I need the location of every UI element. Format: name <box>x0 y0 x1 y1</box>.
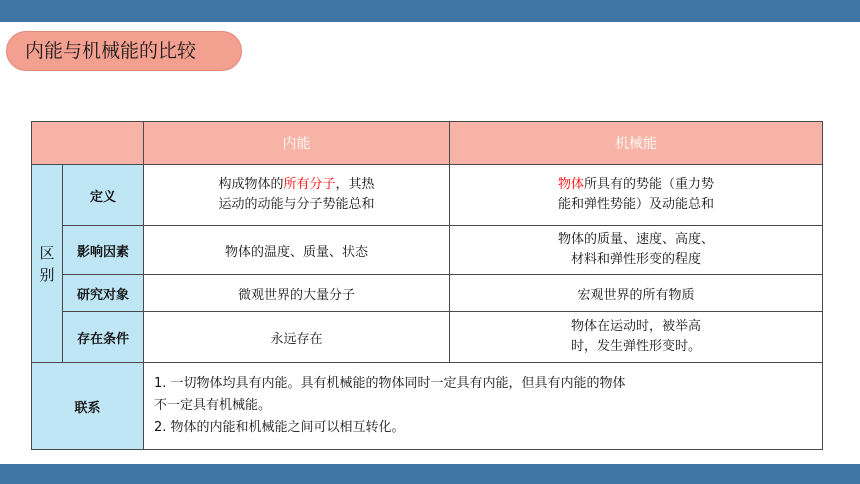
row-label-influence: 影响因素 <box>63 226 144 275</box>
cell-relation <box>144 363 823 450</box>
mechanical-def-post: 所具有的势能（重力势 <box>584 177 715 192</box>
cell-mechanical-definition <box>450 165 823 226</box>
row-label-research-object: 研究对象 <box>63 275 144 312</box>
row-label-condition: 存在条件 <box>63 312 144 363</box>
table-row-definition <box>32 165 823 226</box>
bottom-bar <box>0 464 860 484</box>
group-label-difference <box>32 165 63 363</box>
header-internal-energy: 内能 <box>144 122 450 165</box>
mechanical-influence-line2: 材料和弹性形变的程度 <box>570 252 701 267</box>
table-header-row <box>32 122 823 165</box>
cell-internal-research-object: 微观世界的大量分子 <box>144 275 450 312</box>
mechanical-condition-line1: 物体在运动时，被举高 <box>570 319 701 334</box>
slide-title: 内能与机械能的比较 <box>6 31 242 71</box>
cell-internal-influence: 物体的温度、质量、状态 <box>144 226 450 275</box>
row-label-definition: 定义 <box>63 165 144 226</box>
relation-line3: 2. 物体的内能和机械能之间可以相互转化。 <box>154 420 405 435</box>
cell-internal-condition: 永远存在 <box>144 312 450 363</box>
row-label-relation: 联系 <box>32 363 144 450</box>
header-corner-cell <box>32 122 144 165</box>
relation-line2: 不一定具有机械能。 <box>154 398 272 413</box>
table-row-research-object <box>32 275 823 312</box>
table-row-relation <box>32 363 823 450</box>
mechanical-definition-line2: 能和弹性势能）及动能总和 <box>557 197 714 212</box>
top-bar-stub <box>838 0 860 22</box>
internal-def-post: ，其热 <box>335 177 375 192</box>
mechanical-definition-line1 <box>450 175 822 195</box>
table-row-condition <box>32 312 823 363</box>
mechanical-def-highlight: 物体 <box>557 177 584 192</box>
table-row-influence <box>32 226 823 275</box>
header-mechanical-energy: 机械能 <box>450 122 823 165</box>
top-bar <box>0 0 860 22</box>
mechanical-influence-line1: 物体的质量、速度、高度、 <box>557 232 714 247</box>
internal-def-highlight: 所有分子 <box>283 177 336 192</box>
internal-definition-line1 <box>144 175 449 195</box>
cell-mechanical-influence <box>450 226 823 275</box>
internal-def-pre: 构成物体的 <box>218 177 284 192</box>
group-label-char-2: 别 <box>39 265 55 284</box>
cell-mechanical-research-object: 宏观世界的所有物质 <box>450 275 823 312</box>
cell-mechanical-condition <box>450 312 823 363</box>
cell-internal-definition <box>144 165 450 226</box>
comparison-table <box>31 121 823 450</box>
relation-line1: 1. 一切物体均具有内能。具有机械能的物体同时一定具有内能，但具有内能的物体 <box>154 376 626 391</box>
group-label-char-1: 区 <box>39 243 55 262</box>
internal-definition-line2: 运动的动能与分子势能总和 <box>218 197 375 212</box>
mechanical-condition-line2: 时，发生弹性形变时。 <box>570 339 701 354</box>
